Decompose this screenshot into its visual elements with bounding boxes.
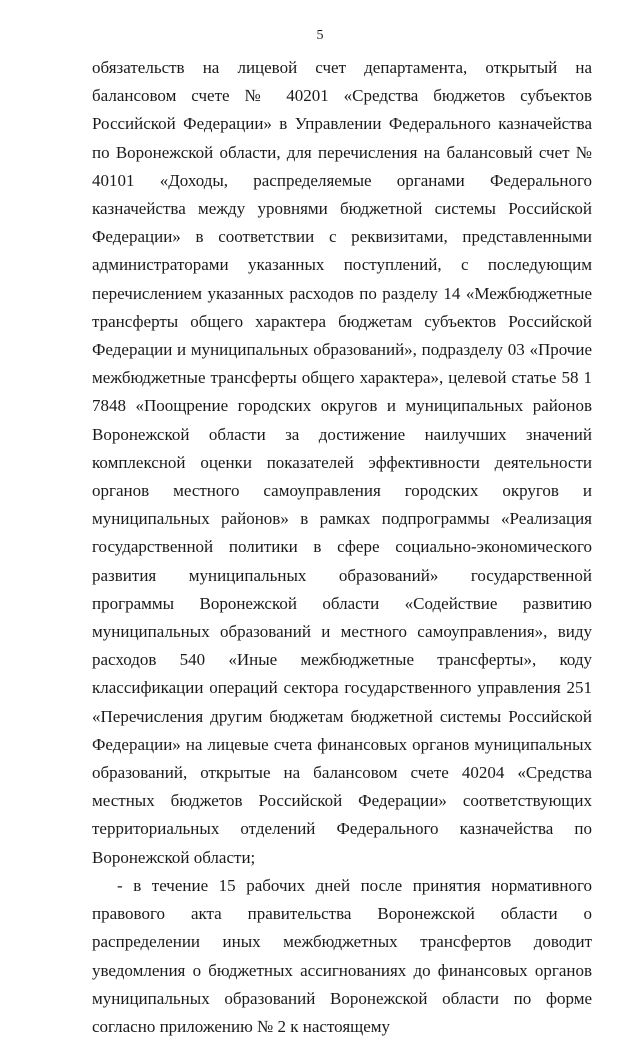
document-body — [92, 54, 592, 1041]
paragraph-continuation: обязательств на лицевой счет департамента, открытый на балансовом счете № 40201 «Средства бюджетов субъектов Российской Федерации» в Управлении Федерального казначейства по Воронежской области, для перечисления на балансовый счет № 40101 «Доходы, распределяемые органами Федерального казначейства между уровнями бюджетной системы Российской Федерации» в соответствии с реквизитами, представленными администраторами указанных поступлений, с последующим перечислением указанных расходов по разделу 14 «Межбюджетные трансферты общего характера бюджетам субъектов Российской Федерации и муниципальных образований», подразделу 03 «Прочие межбюджетные трансферты общего характера», целевой статье 58 1 7848 «Поощрение городских округов и муниципальных районов Воронежской области за достижение наилучших значений комплексной оценки показателей эффективности деятельности органов местного самоуправления городских округов и муниципальных районов» в рамках подпрограммы «Реализация государственной политики в сфере социально-экономического развития муниципальных образований» государственной программы Воронежской области «Содействие развитию муниципальных образований и местного самоуправления», виду расходов 540 «Иные межбюджетные трансферты», коду классификации операций сектора государственного управления 251 «Перечисления другим бюджетам бюджетной системы Российской Федерации» на лицевые счета финансовых органов муниципальных образований, открытые на балансовом счете 40204 «Средства местных бюджетов Российской Федерации» соответствующих территориальных отделений Федерального казначейства по Воронежской области; — [92, 58, 592, 867]
page-number: 5 — [316, 28, 324, 43]
paragraph-list-item: - в течение 15 рабочих дней после принятия нормативного правового акта правительства Воронежской области о распределении иных межбюджетных трансфертов доводит уведомления о бюджетных ассигнованиях до финансовых органов муниципальных образований Воронежской области по форме согласно приложению № 2 к настоящему — [92, 875, 592, 1036]
